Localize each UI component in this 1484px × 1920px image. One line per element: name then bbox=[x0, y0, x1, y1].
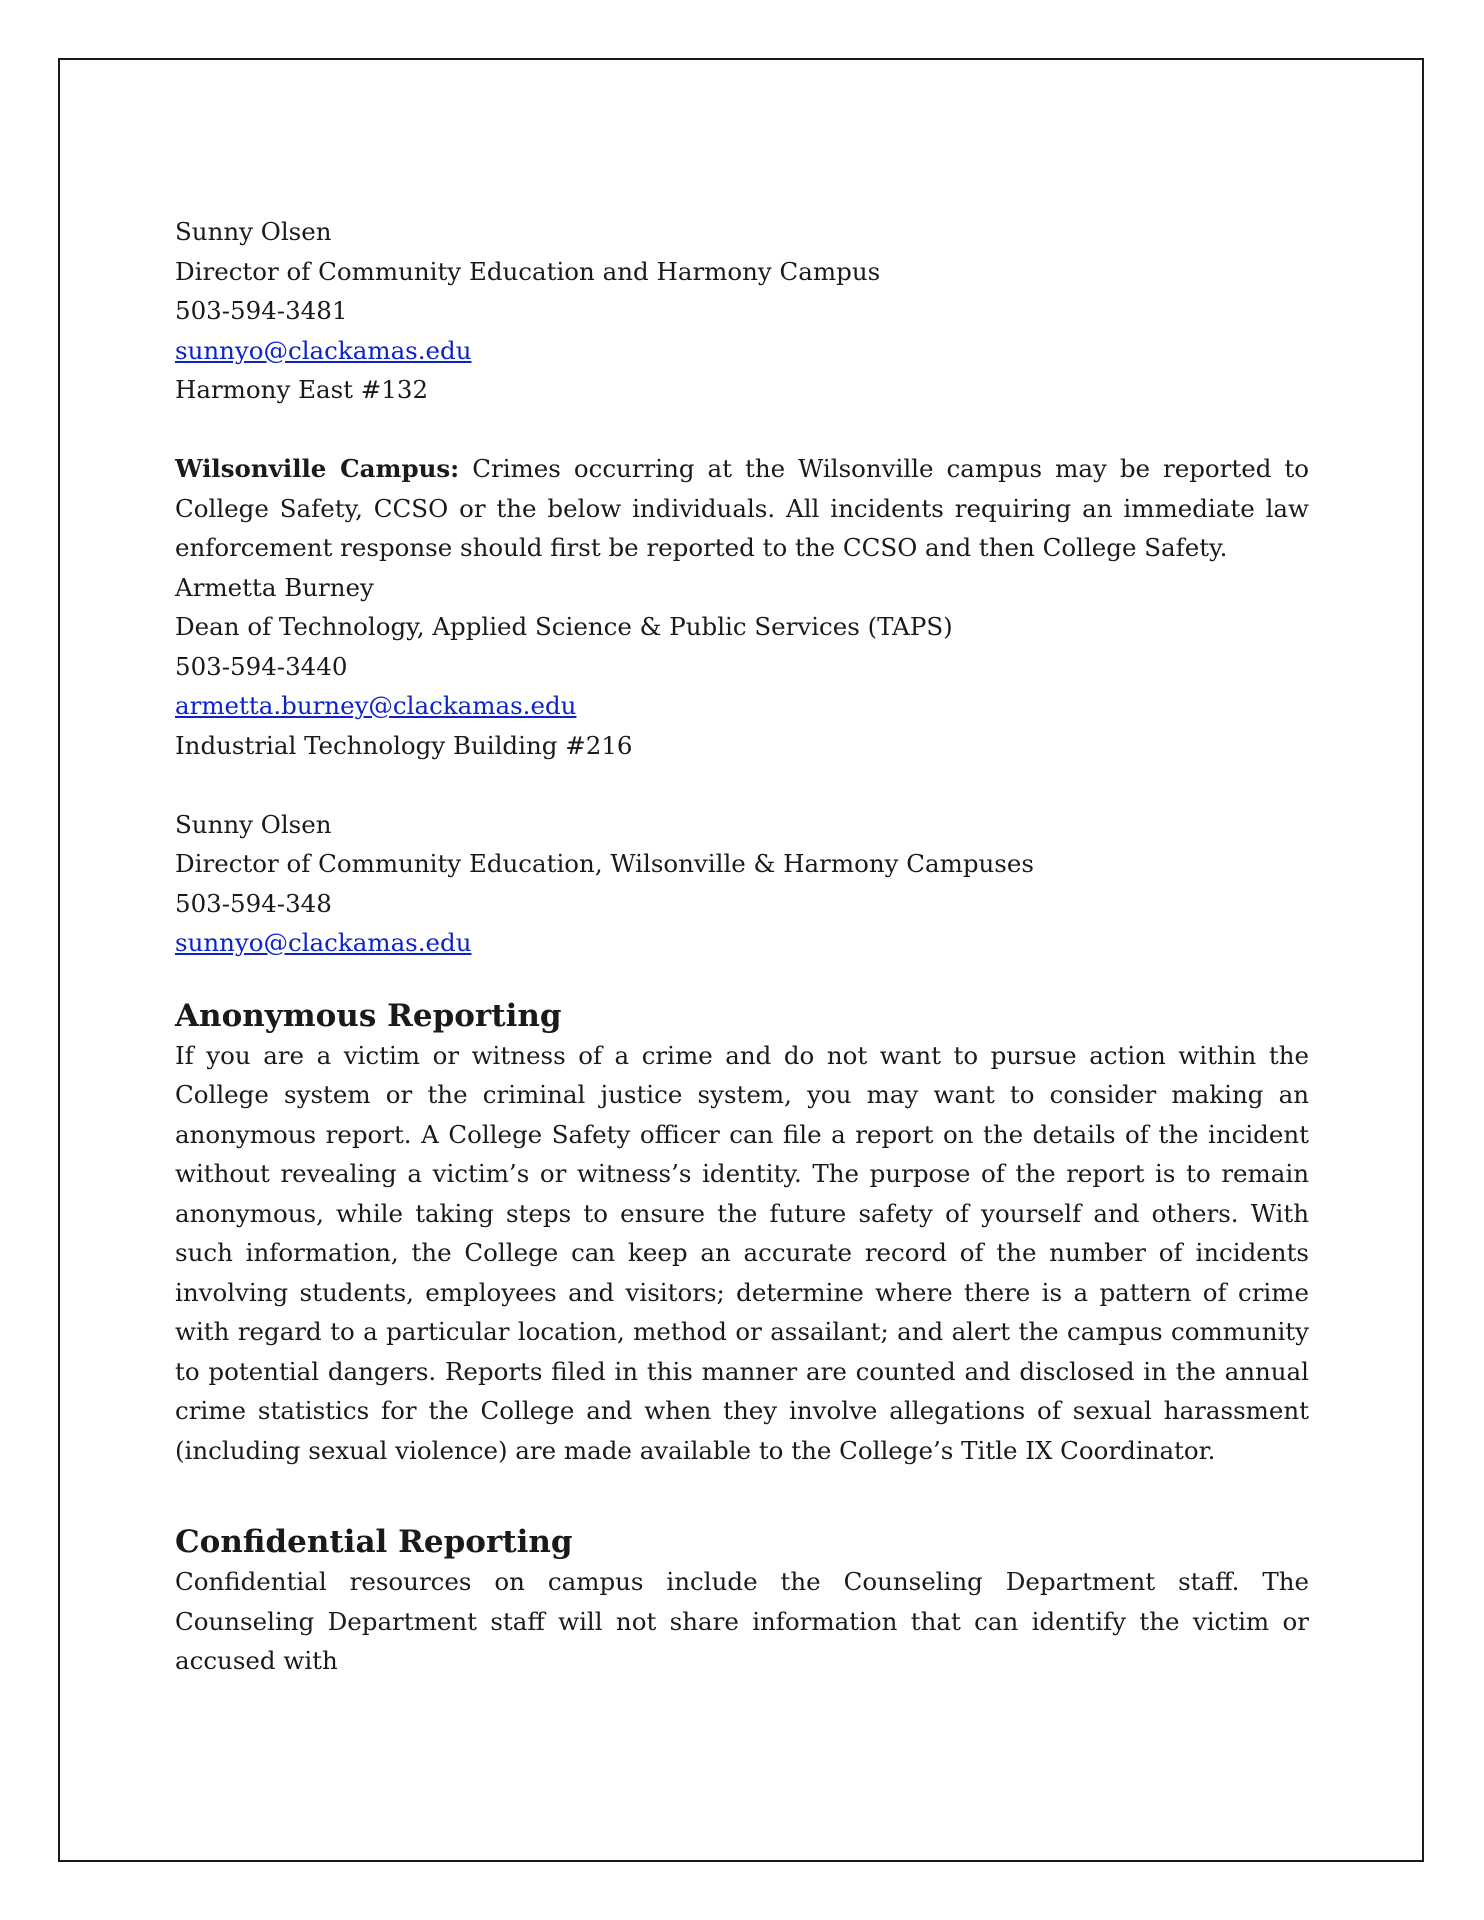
wilsonville-paragraph bbox=[175, 449, 1309, 568]
contact-name: Sunny Olsen bbox=[175, 809, 332, 839]
contact-title: Dean of Technology, Applied Science & Public Services (TAPS) bbox=[175, 612, 953, 641]
contact-phone: 503-594-3481 bbox=[175, 296, 348, 325]
contact-name: Armetta Burney bbox=[175, 572, 374, 602]
anonymous-reporting-body: If you are a victim or witness of a crime and do not want to pursue action within the College system or the criminal justice system, you may want to consider making an anonymous report. A College Safety officer can file a report on the details of the incident without revealing a victim’s or witness’s identity. The purpose of the report is to remain anonymous, while taking steps to ensure the future safety of yourself and others. With such information, the College can keep an accurate record of the number of incidents involving students, employees and visitors; determine where there is a pattern of crime with regard to a particular location, method or assailant; and alert the campus community to potential dangers. Reports filed in this manner are counted and disclosed in the annual crime statistics for the College and when they involve allegations of sexual harassment (including sexual violence) are made available to the College’s Title IX Coordinator. bbox=[175, 1040, 1309, 1465]
section-heading-confidential-reporting: Confidential Reporting bbox=[175, 1524, 573, 1560]
contact-title: Director of Community Education and Harmony Campus bbox=[175, 256, 881, 286]
contact-phone: 503-594-3440 bbox=[175, 651, 348, 681]
wilsonville-label: Wilsonville Campus: bbox=[175, 454, 460, 483]
confidential-reporting-section bbox=[175, 1522, 1309, 1681]
anonymous-reporting-section bbox=[175, 996, 1309, 1471]
section-heading-anonymous-reporting: Anonymous Reporting bbox=[175, 997, 562, 1034]
contact-phone: 503-594-348 bbox=[175, 888, 332, 918]
contact-name: Sunny Olsen bbox=[175, 217, 332, 246]
contact-card-wilsonville-sunny-olsen bbox=[175, 805, 1309, 963]
contact-location: Industrial Technology Building #216 bbox=[175, 730, 633, 760]
contact-card-armetta-burney bbox=[175, 568, 1309, 766]
wilsonville-text: Crimes occurring at the Wilsonville campus may be reported to College Safety, CCSO or the below individuals. All incidents requiring an immediate law enforcement response should first be reported to the CCSO and then College Safety. bbox=[175, 454, 1310, 562]
contact-card-harmony-sunny-olsen bbox=[175, 212, 1309, 410]
contact-email-link[interactable]: sunnyo@clackamas.edu bbox=[175, 928, 472, 957]
contact-location: Harmony East #132 bbox=[175, 375, 429, 404]
contact-email-link[interactable]: sunnyo@clackamas.edu bbox=[175, 335, 472, 365]
contact-email-link[interactable]: armetta.burney@clackamas.edu bbox=[175, 691, 577, 720]
confidential-reporting-body: Confidential resources on campus include the Counseling Department staff. The Counseling Department staff will not share information that can identify the victim or accused with bbox=[175, 1567, 1309, 1675]
contact-title: Director of Community Education, Wilsonville & Harmony Campuses bbox=[175, 849, 1034, 878]
document-content bbox=[175, 212, 1309, 1681]
